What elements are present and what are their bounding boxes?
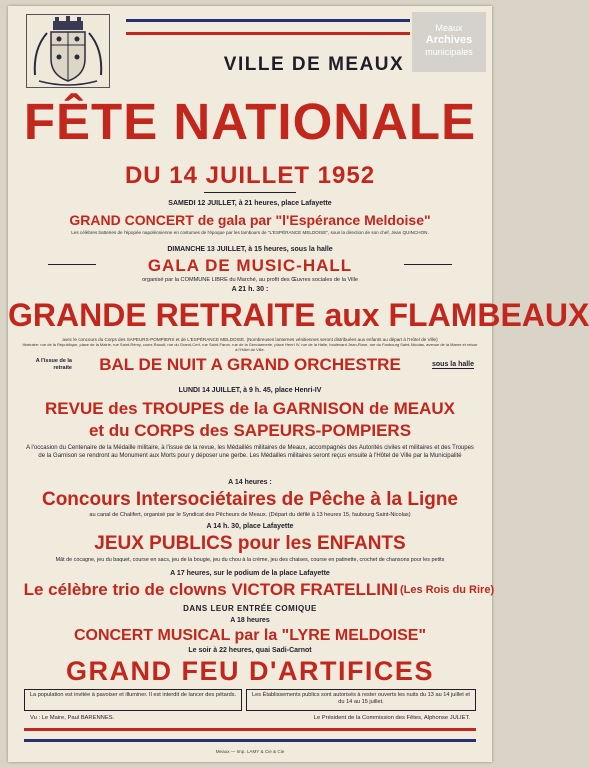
watermark-line: Meaux: [435, 23, 463, 33]
clowns-time: A 17 heures, sur le podium de la place Lafayette: [170, 570, 330, 577]
bal-location: sous la halle: [432, 361, 475, 368]
maire-signature: Vu : Le Maire, Paul BARENNES.: [30, 715, 115, 721]
bottom-stripe-red: [24, 728, 476, 731]
lundi-when: LUNDI 14 JUILLET, à 9 h. 45, place Henri-IV: [178, 387, 322, 394]
concert-time: A 18 heures: [230, 617, 270, 624]
corps-pompiers: et du CORPS des SAPEURS-POMPIERS: [88, 421, 412, 440]
clowns-tagline: (Les Rois du Rire): [400, 584, 495, 596]
bottom-stripe-blue: [24, 739, 476, 742]
poster: [8, 6, 589, 762]
peche-headline: Concours Intersociétaires de Pêche à la Ligne: [41, 489, 459, 510]
samedi-when: SAMEDI 12 JUILLET, à 21 heures, place Lafayette: [168, 200, 332, 207]
dimanche-when: DIMANCHE 13 JUILLET, à 15 heures, sous la halle: [167, 246, 333, 253]
jeux-publics: JEUX PUBLICS pour les ENFANTS: [94, 533, 406, 554]
peche-time: A 14 heures :: [228, 479, 272, 486]
printer-credit: Meaux — Imp. LAMY & Cie & Cie: [215, 749, 285, 754]
gala-music-hall: GALA DE MUSIC-HALL: [147, 256, 353, 275]
retraite-time: A 21 h. 30 :: [231, 286, 269, 293]
watermark-line: municipales: [425, 47, 473, 57]
peche-sub: au canal de Chalifert, organisé par le Syndicat des Pêcheurs de Meaux. (Départ du défilé à 13 heures 15, faubourg Saint-Nicolas): [89, 512, 411, 518]
samedi-concert: GRAND CONCERT de gala par "l'Espérance Meldoise": [69, 212, 431, 228]
bal-issue-label: A l'issue de la retraite: [35, 358, 72, 371]
president-signature: Le Président de la Commission des Fêtes, Alphonse JULIET.: [313, 715, 470, 721]
city-name: VILLE DE MEAUX: [223, 54, 405, 75]
retraite-flambeaux: GRANDE RETRAITE aux FLAMBEAUX: [8, 297, 589, 333]
top-stripe-red: [126, 32, 410, 35]
samedi-fine: Les célèbres batteries de l'épopée napoléonienne en costumes de l'époque par les tambours de "L'ESPÉRANCE MELDOISE", sous la direction de son chef, Jean QUINCHON.: [71, 230, 429, 235]
feu-time: Le soir à 22 heures, quai Sadi-Carnot: [188, 647, 312, 654]
concert-musical: CONCERT MUSICAL par la "LYRE MELDOISE": [73, 627, 427, 644]
coat-of-arms-icon: [27, 15, 109, 87]
main-title: FÊTE NATIONALE: [23, 93, 477, 150]
gala-sub: organisé par la COMMUNE LIBRE du Marché, au profit des Œuvres sociales de la Ville: [142, 277, 358, 283]
bal-de-nuit: BAL DE NUIT A GRAND ORCHESTRE: [99, 355, 401, 374]
clowns-sub: DANS LEUR ENTRÉE COMIQUE: [183, 604, 317, 613]
retraite-itinerary: Itinéraire: rue de la République, place de la Mairie, rue Saint-Rémy, cours Raoult, rue du Grand-Cerf, rue Saint-Faron, rue de la Gendarmerie, place Henri IV, rue de la Halle, boulevard Jean-Rose, rue du Faubourg Saint-Nicolas, avenue de la Marne et retour à l'Hôtel de Ville.: [22, 342, 478, 352]
coat-of-arms-seal: [26, 14, 110, 88]
notice-etablissements: Les Établissements publics sont autorisés à rester ouverts les nuits du 13 au 14 juillet et du 14 au 15 juillet.: [246, 689, 476, 711]
watermark-line: Archives: [425, 34, 473, 46]
clowns-headline: Le célèbre trio de clowns VICTOR FRATELLINI: [23, 580, 398, 599]
feu-artifices: GRAND FEU D'ARTIFICES: [66, 656, 434, 686]
medaille-text: A l'occasion du Centenaire de la Médaille militaire, à l'issue de la revue, les Médaillés militaires de Meaux, accompagnés des Autorités civiles et militaires et des Troupes de la Garnison se rendront au Monument aux Morts pour y déposer une gerbe. Les Médailles militaires seront reçus ensuite à l'Hôtel de Ville par la Municipalité: [26, 445, 474, 459]
jeux-time: A 14 h. 30, place Lafayette: [206, 523, 294, 530]
notice-pavoiser: La population est invitée à pavoiser et illuminer. Il est interdit de lancer des pétards.: [24, 689, 242, 711]
divider: [204, 192, 296, 193]
jeux-sub: Mât de cocagne, jeu du baquet, course en sacs, jeu de la bougie, jeu du chou à la crème, jeu des chaises, course en patinette, crochet de chansons pour les petits: [55, 557, 445, 563]
revue-troupes: REVUE des TROUPES de la GARNISON de MEAUX: [45, 399, 455, 418]
top-stripe-blue: [126, 19, 410, 22]
retraite-fine: avec le concours du Corps des SAPEURS-POMPIERS et de L'ESPÉRANCE MELDOISE. (Nombreuses lanternes vénitiennes seront distribuées aux enfants au départ à l'Hôtel de Ville): [62, 337, 438, 342]
date-title: DU 14 JUILLET 1952: [124, 162, 376, 189]
